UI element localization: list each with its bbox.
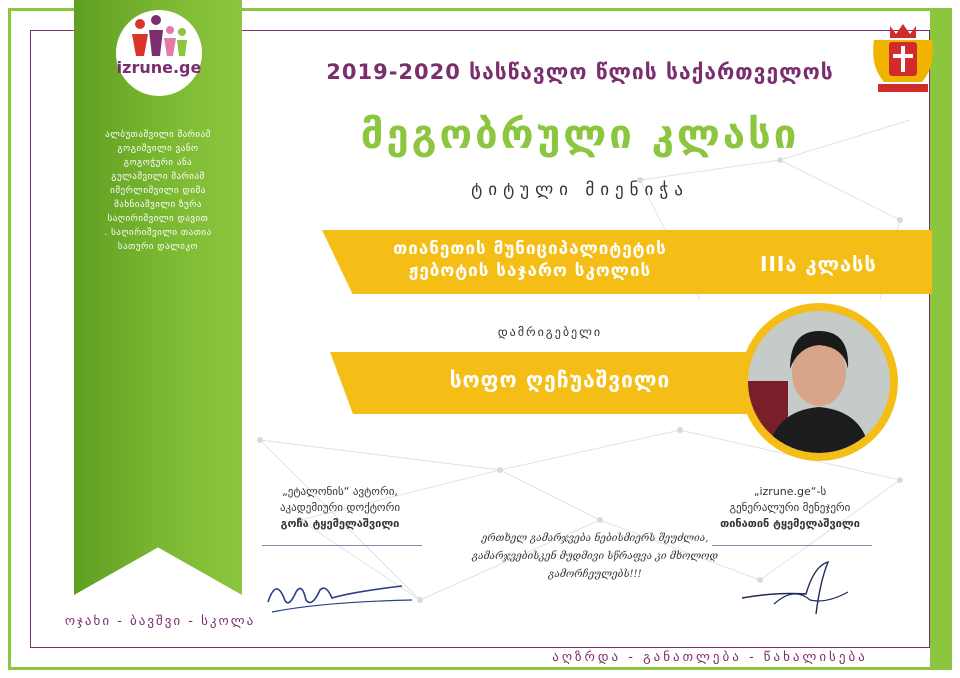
main-title: მეგობრული კლასი: [360, 112, 800, 158]
person-portrait-icon: [748, 311, 890, 453]
right-green-stripe: [930, 8, 952, 670]
coat-of-arms-icon: [860, 16, 946, 102]
school-name: [360, 238, 700, 282]
student-name: . საღირიშვილი თათია: [104, 228, 212, 238]
signatory-name: თინათინ ტყემელაშვილი: [720, 517, 860, 530]
student-name: ალბუთაშვილი მარიამ: [105, 130, 211, 140]
year-title: 2019-2020 სასწავლო წლის საქართველოს: [326, 60, 834, 84]
signatory-title: გენერალური მენეჯერი: [729, 501, 851, 514]
student-name: სათური დალიკო: [117, 242, 199, 252]
motivational-note: [450, 530, 740, 584]
school-name-line: თიანეთის მუნიციპალიტეტის: [393, 239, 667, 259]
student-name: იმერლიშვილი დიმა: [110, 186, 206, 196]
left-signatory: [250, 484, 430, 532]
logo-text: izrune.ge: [116, 58, 202, 77]
student-name: საღირიშვილი დავით: [107, 214, 209, 224]
student-names-list: [82, 128, 234, 254]
student-name: გულაშვილი მარიამ: [111, 172, 205, 182]
school-name-line: ჟებოტის საჯარო სკოლის: [408, 261, 652, 281]
teacher-photo: [748, 311, 890, 453]
teacher-name: სოფო ღეჩუაშვილი: [449, 368, 671, 392]
note-line: ერთხელ გამარჯვება ნებისმიერს შეუძლია,: [481, 533, 709, 544]
award-text: ტიტული მიენიჭა: [471, 180, 689, 200]
left-handwritten-signature: [262, 572, 422, 616]
left-signature-line: [262, 545, 422, 546]
logo: [116, 10, 202, 96]
signatory-title: აკადემიური დოქტორი: [279, 501, 401, 514]
teacher-label: დამრიგებელი: [497, 325, 603, 339]
signatory-name: გოჩა ტყემელაშვილი: [280, 517, 400, 530]
student-name: მახნიაშვილი ზურა: [114, 200, 202, 210]
right-handwritten-signature: [736, 552, 866, 624]
signatory-title: „ეტალონის“ ავტორი,: [282, 485, 398, 498]
sidebar-motto: ოჯახი - ბავშვი - სკოლა: [64, 614, 256, 629]
student-name: გოგოჭური ანა: [123, 158, 193, 168]
bottom-motto: აღზრდა - განათლება - წახალისება: [552, 650, 868, 665]
note-line: გამარჯვებისკენ მუდმივი სწრაფვა კი მხოლოდ გამორჩეულებს!!!: [472, 551, 718, 580]
student-name: გოგიშვილი ვანო: [117, 144, 199, 154]
signatory-title: „izrune.ge“-ს: [753, 485, 827, 498]
right-signatory: [700, 484, 880, 532]
class-label: IIIა კლასს: [760, 252, 877, 276]
